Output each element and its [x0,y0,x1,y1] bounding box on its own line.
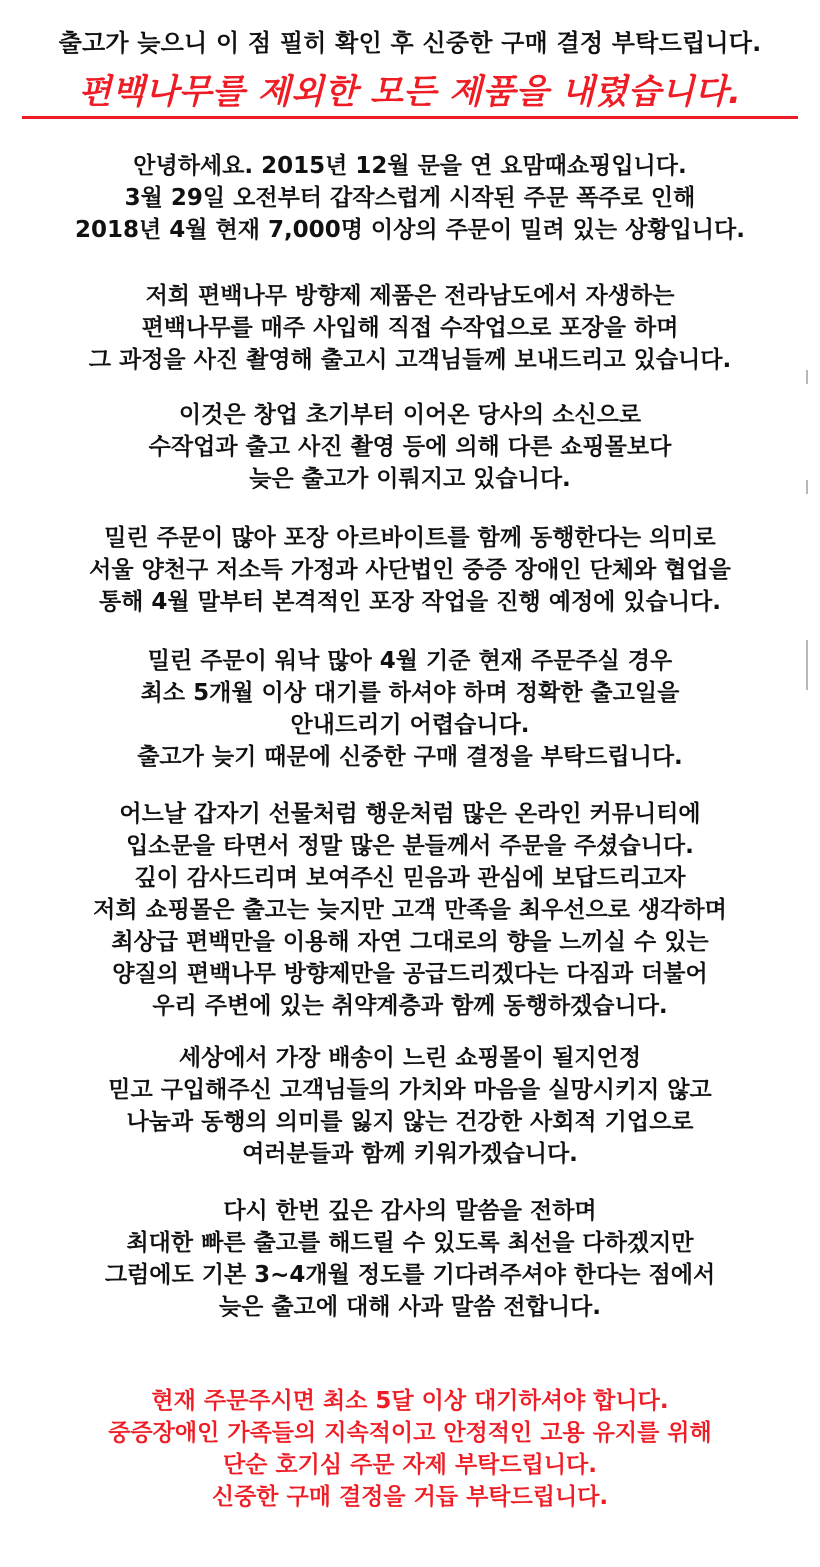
paragraph-line: 여러분들과 함께 키워가겠습니다. [242,1141,578,1167]
paragraph-product [0,280,820,376]
paragraph-line: 수작업과 출고 사진 촬영 등에 의해 다른 쇼핑몰보다 [148,434,672,460]
paragraph-greeting [0,150,820,246]
paragraph-partnership [0,522,820,618]
paragraph-line: 그럼에도 기본 3~4개월 정도를 기다려주셔야 한다는 점에서 [104,1262,716,1288]
closing-red-notice [0,1385,820,1513]
closing-line: 신중한 구매 결정을 거듭 부탁드립니다. [211,1484,609,1510]
paragraph-line: 최소 5개월 이상 대기를 하셔야 하며 정확한 출고일을 [140,680,680,706]
paragraph-line: 우리 주변에 있는 취약계층과 함께 동행하겠습니다. [152,993,668,1019]
paragraph-line: 최대한 빠른 출고를 해드릴 수 있도록 최선을 다하겠지만 [126,1230,694,1256]
paragraph-line: 출고가 늦기 때문에 신중한 구매 결정을 부탁드립니다. [137,744,683,770]
paragraph-line: 밀린 주문이 많아 포장 아르바이트를 함께 동행한다는 의미로 [104,525,716,551]
paragraph-line: 깊이 감사드리며 보여주신 믿음과 관심에 보답드리고자 [134,865,686,891]
paragraph-line: 최상급 편백만을 이용해 자연 그대로의 향을 느끼실 수 있는 [111,929,709,955]
paragraph-line: 저희 쇼핑몰은 출고는 늦지만 고객 만족을 최우선으로 생각하며 [93,897,727,923]
paragraph-line: 밀린 주문이 워낙 많아 4월 기준 현재 주문주실 경우 [147,648,673,674]
paragraph-line: 이것은 창업 초기부터 이어온 당사의 소신으로 [178,402,642,428]
paragraph-line: 저희 편백나무 방향제 제품은 전라남도에서 자생하는 [145,283,675,309]
paragraph-line: 양질의 편백나무 방향제만을 공급드리겠다는 다짐과 더불어 [112,961,708,987]
paragraph-line: 입소문을 타면서 정말 많은 분들께서 주문을 주셨습니다. [126,833,694,859]
paragraph-line: 통해 4월 말부터 본격적인 포장 작업을 진행 예정에 있습니다. [98,589,722,615]
paragraph-line: 안녕하세요. 2015년 12월 문을 연 요맘때쇼핑입니다. [133,153,687,179]
paragraph-line: 어느날 갑자기 선물처럼 행운처럼 많은 온라인 커뮤니티에 [119,801,701,827]
paragraph-line: 다시 한번 깊은 감사의 말씀을 전하며 [223,1198,597,1224]
paragraph-policy [0,399,820,495]
paragraph-line: 늦은 출고에 대해 사과 말씀 전합니다. [218,1294,602,1320]
paragraph-line: 서울 양천구 저소득 가정과 사단법인 중증 장애인 단체와 협업을 [89,557,731,583]
edge-artifact-mark [806,370,808,384]
paragraph-line: 3월 29일 오전부터 갑작스럽게 시작된 주문 폭주로 인해 [124,185,696,211]
closing-line: 현재 주문주시면 최소 5달 이상 대기하셔야 합니다. [151,1388,669,1414]
paragraph-mission [0,1042,820,1170]
paragraph-line: 나눔과 동행의 의미를 잃지 않는 건강한 사회적 기업으로 [126,1109,694,1135]
paragraph-line: 늦은 출고가 이뤄지고 있습니다. [249,466,571,492]
headline-red: 편백나무를 제외한 모든 제품을 내렸습니다. [22,70,798,119]
paragraph-line: 안내드리기 어렵습니다. [290,712,530,738]
closing-line: 중증장애인 가족들의 지속적이고 안정적인 고용 유지를 위해 [108,1420,712,1446]
paragraph-line: 2018년 4월 현재 7,000명 이상의 주문이 밀려 있는 상황입니다. [75,217,745,243]
paragraph-gratitude [0,798,820,1022]
paragraph-line: 세상에서 가장 배송이 느린 쇼핑몰이 될지언정 [178,1045,642,1071]
paragraph-line: 믿고 구입해주신 고객님들의 가치와 마음을 실망시키지 않고 [108,1077,712,1103]
edge-artifact-mark [806,640,808,690]
top-warning-text: 출고가 늦으니 이 점 필히 확인 후 신중한 구매 결정 부탁드립니다. [58,29,762,57]
paragraph-wait-time [0,645,820,773]
paragraph-apology [0,1195,820,1323]
paragraph-line: 편백나무를 매주 사입해 직접 수작업으로 포장을 하며 [141,315,679,341]
paragraph-line: 그 과정을 사진 촬영해 출고시 고객님들께 보내드리고 있습니다. [88,347,732,373]
edge-artifact-mark [806,480,808,494]
closing-line: 단순 호기심 주문 자제 부탁드립니다. [222,1452,598,1478]
